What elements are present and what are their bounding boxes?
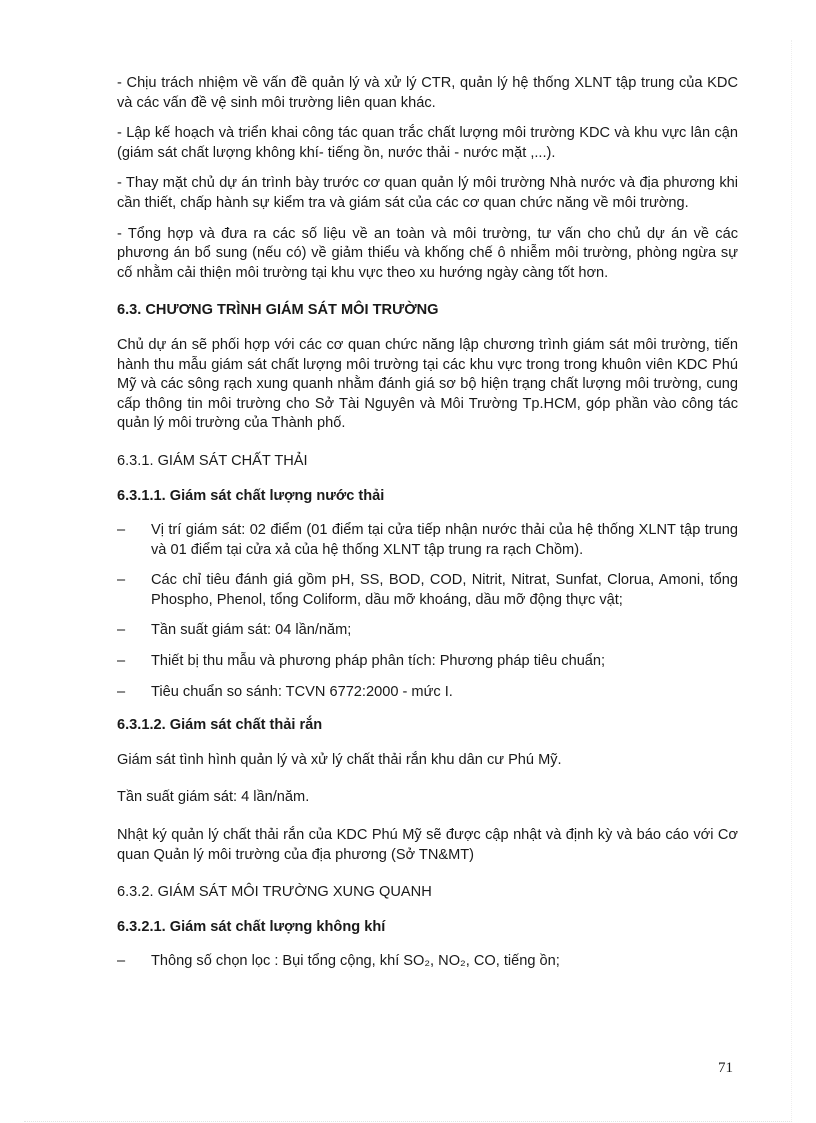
list-dash: – — [117, 953, 126, 970]
list-dash: – — [117, 683, 126, 700]
page-bottom-border — [24, 1121, 792, 1122]
section-heading-6-3-2: 6.3.2. GIÁM SÁT MÔI TRƯỜNG XUNG QUANH — [117, 884, 432, 901]
section-heading-6-3-1: 6.3.1. GIÁM SÁT CHẤT THẢI — [117, 452, 308, 469]
paragraph: Tần suất giám sát: 4 lần/năm. — [117, 789, 310, 806]
list-item-text: Thông số chọn lọc : Bụi tổng cộng, khí SO₂, NO₂, CO, tiếng ồn; — [151, 953, 560, 970]
page-number: 71 — [718, 1060, 733, 1076]
list-dash: – — [117, 572, 126, 589]
list-item — [117, 621, 738, 641]
list-item — [117, 652, 738, 672]
subsection-heading-6-3-1-1: 6.3.1.1. Giám sát chất lượng nước thải — [117, 487, 385, 504]
subsection-heading-6-3-1-2: 6.3.1.2. Giám sát chất thải rắn — [117, 717, 323, 734]
list-item-text: Vị trí giám sát: 02 điểm (01 điểm tại cửa tiếp nhận nước thải của hệ thống XLNT tập trung và 01 điểm tại cửa xả của hệ thống XLNT tập trung ra rạch Chồm). — [151, 522, 738, 558]
list-item — [117, 571, 738, 610]
paragraph: Giám sát tình hình quản lý và xử lý chất thải rắn khu dân cư Phú Mỹ. — [117, 751, 562, 768]
list-dash: – — [117, 622, 126, 639]
paragraph: - Thay mặt chủ dự án trình bày trước cơ quan quản lý môi trường Nhà nước và địa phương khi cần thiết, chấp hành sự kiểm tra và giám sát của các cơ quan chức năng về môi trường. — [117, 175, 738, 211]
list-dash: – — [117, 522, 126, 539]
list-dash: – — [117, 653, 126, 670]
list-item-text: Thiết bị thu mẫu và phương pháp phân tích: Phương pháp tiêu chuẩn; — [151, 653, 606, 670]
page-right-border — [791, 40, 792, 1120]
paragraph: - Chịu trách nhiệm về vấn đề quản lý và xử lý CTR, quản lý hệ thống XLNT tập trung của KDC và các vấn đề vệ sinh môi trường liên quan khác. — [117, 75, 738, 111]
paragraph: - Lập kế hoạch và triển khai công tác quan trắc chất lượng môi trường KDC và khu vực lân cận (giám sát chất lượng không khí- tiếng ồn, nước thải - nước mặt ,...). — [117, 125, 738, 161]
paragraph: - Tổng hợp và đưa ra các số liệu về an toàn và môi trường, tư vấn cho chủ dự án về các phương án bổ sung (nếu có) về giảm thiểu và khống chế ô nhiễm môi trường, phòng ngừa sự cố nhằm cải thiện môi trường tại khu vực theo xu hướng ngày càng tốt hơn. — [117, 225, 738, 281]
list-item-text: Các chỉ tiêu đánh giá gồm pH, SS, BOD, COD, Nitrit, Nitrat, Sunfat, Clorua, Amoni, tổng Phospho, Phenol, tổng Coliform, dầu mỡ khoáng, dầu mỡ động thực vật; — [151, 572, 738, 608]
subsection-heading-6-3-2-1: 6.3.2.1. Giám sát chất lượng không khí — [117, 918, 386, 935]
list-item-text: Tần suất giám sát: 04 lần/năm; — [151, 622, 352, 639]
list-item — [117, 952, 738, 972]
list-item — [117, 683, 738, 703]
section-heading-6-3: 6.3. CHƯƠNG TRÌNH GIÁM SÁT MÔI TRƯỜNG — [117, 302, 439, 319]
paragraph: Nhật ký quản lý chất thải rắn của KDC Phú Mỹ sẽ được cập nhật và định kỳ và báo cáo với Cơ quan Quản lý môi trường của địa phương (Sở TN&MT) — [117, 827, 738, 863]
section-intro: Chủ dự án sẽ phối hợp với các cơ quan chức năng lập chương trình giám sát môi trường, tiến hành thu mẫu giám sát chất lượng môi trường tại các khu vực trong trong khuôn viên KDC Phú Mỹ và các sông rạch xung quanh nhằm đánh giá sơ bộ hiện trạng chất lượng môi trường, cung cấp thông tin môi trường cho Sở Tài Nguyên và Môi Trường Tp.HCM, góp phần vào công tác quản lý môi trường của Thành phố. — [117, 336, 738, 432]
document-page — [117, 74, 738, 983]
list-item-text: Tiêu chuẩn so sánh: TCVN 6772:2000 - mức I. — [151, 683, 453, 700]
list-item — [117, 521, 738, 560]
